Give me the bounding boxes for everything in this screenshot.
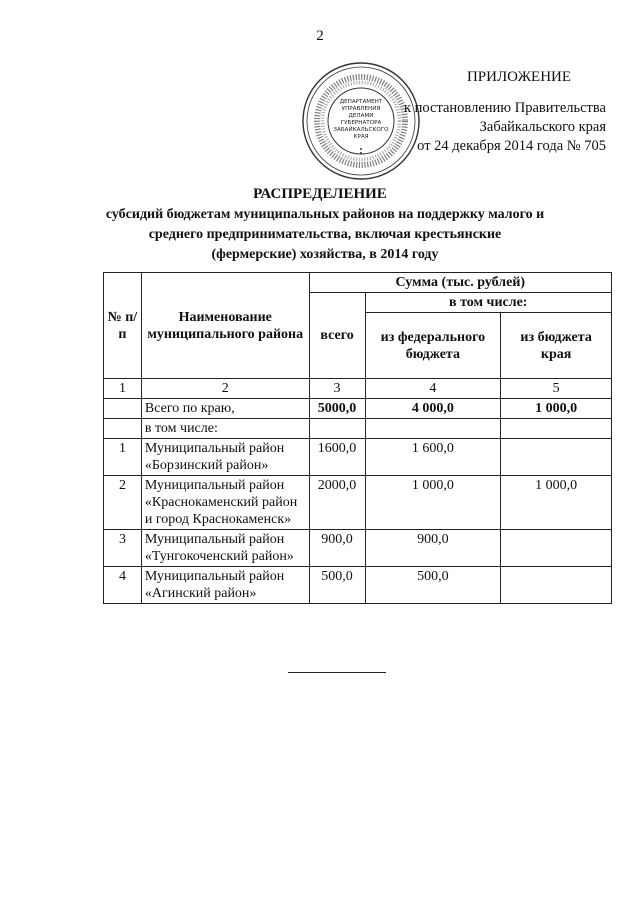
column-number: 1 (104, 379, 142, 399)
closing-divider (288, 672, 386, 673)
stamp-line-4: ГУБЕРНАТОРА (340, 120, 382, 126)
row-name: Муниципальный район «Борзинский район» (141, 439, 309, 476)
row-num: 3 (104, 530, 142, 567)
column-numbers-row (104, 379, 612, 399)
empty-cell (365, 419, 501, 439)
total-row-federal: 4 000,0 (365, 399, 501, 419)
appendix-line-2: Забайкальского края (479, 119, 606, 135)
column-number: 3 (309, 379, 365, 399)
total-row-regional: 1 000,0 (501, 399, 612, 419)
stamp-line-2: УПРАВЛЕНИЯ (341, 106, 381, 112)
stamp-line-6: КРАЯ (353, 134, 369, 140)
row-name: Муниципальный район «Краснокаменский район и город Краснокаменск» (141, 476, 309, 530)
row-name: Муниципальный район «Тунгокоченский район» (141, 530, 309, 567)
column-number: 4 (365, 379, 501, 399)
header-sum: Сумма (тыс. рублей) (309, 273, 611, 293)
appendix-line-3: от 24 декабря 2014 года № 705 (417, 138, 606, 154)
including-label: в том числе: (141, 419, 309, 439)
total-row (104, 399, 612, 419)
stamp-line-1: ДЕПАРТАМЕНТ (339, 99, 383, 105)
table-row (104, 567, 612, 604)
row-regional (501, 439, 612, 476)
including-row-num-cell (104, 419, 142, 439)
including-row (104, 419, 612, 439)
row-total: 500,0 (309, 567, 365, 604)
row-num: 4 (104, 567, 142, 604)
table-row (104, 530, 612, 567)
page-number: 2 (316, 28, 324, 44)
table-row (104, 439, 612, 476)
row-federal: 500,0 (365, 567, 501, 604)
appendix-block (398, 68, 606, 156)
row-federal: 1 600,0 (365, 439, 501, 476)
empty-cell (309, 419, 365, 439)
header-including: в том числе: (365, 293, 611, 313)
header-federal: из федерального бюджета (365, 313, 501, 379)
total-row-num-cell (104, 399, 142, 419)
row-num: 1 (104, 439, 142, 476)
row-regional (501, 567, 612, 604)
row-total: 900,0 (309, 530, 365, 567)
row-federal: 1 000,0 (365, 476, 501, 530)
row-total: 2000,0 (309, 476, 365, 530)
appendix-title: ПРИЛОЖЕНИЕ (466, 69, 572, 85)
row-num: 2 (104, 476, 142, 530)
stamp-line-3: ДЕЛАМИ (348, 113, 374, 119)
document-subtitle: субсидий бюджетам муниципальных районов на поддержку малого и среднего предпринимательства, включая крестьянские (фермерские) хозяйства, в 2014 году (105, 207, 545, 262)
column-number: 5 (501, 379, 612, 399)
stamp-line-5: ЗАБАЙКАЛЬСКОГО (333, 127, 389, 133)
row-regional: 1 000,0 (501, 476, 612, 530)
header-row-1 (104, 273, 612, 293)
header-total: всего (309, 293, 365, 379)
total-row-total: 5000,0 (309, 399, 365, 419)
row-federal: 900,0 (365, 530, 501, 567)
header-regional: из бюджета края (501, 313, 612, 379)
total-row-label: Всего по краю, (141, 399, 309, 419)
empty-cell (501, 419, 612, 439)
appendix-line-1: к постановлению Правительства (404, 100, 606, 116)
table-row (104, 476, 612, 530)
row-total: 1600,0 (309, 439, 365, 476)
header-num: № п/п (104, 273, 142, 379)
column-number: 2 (141, 379, 309, 399)
row-regional (501, 530, 612, 567)
row-name: Муниципальный район «Агинский район» (141, 567, 309, 604)
distribution-table (103, 272, 612, 604)
document-title: РАСПРЕДЕЛЕНИЕ (253, 186, 387, 202)
header-name: Наименование муниципального района (141, 273, 309, 379)
